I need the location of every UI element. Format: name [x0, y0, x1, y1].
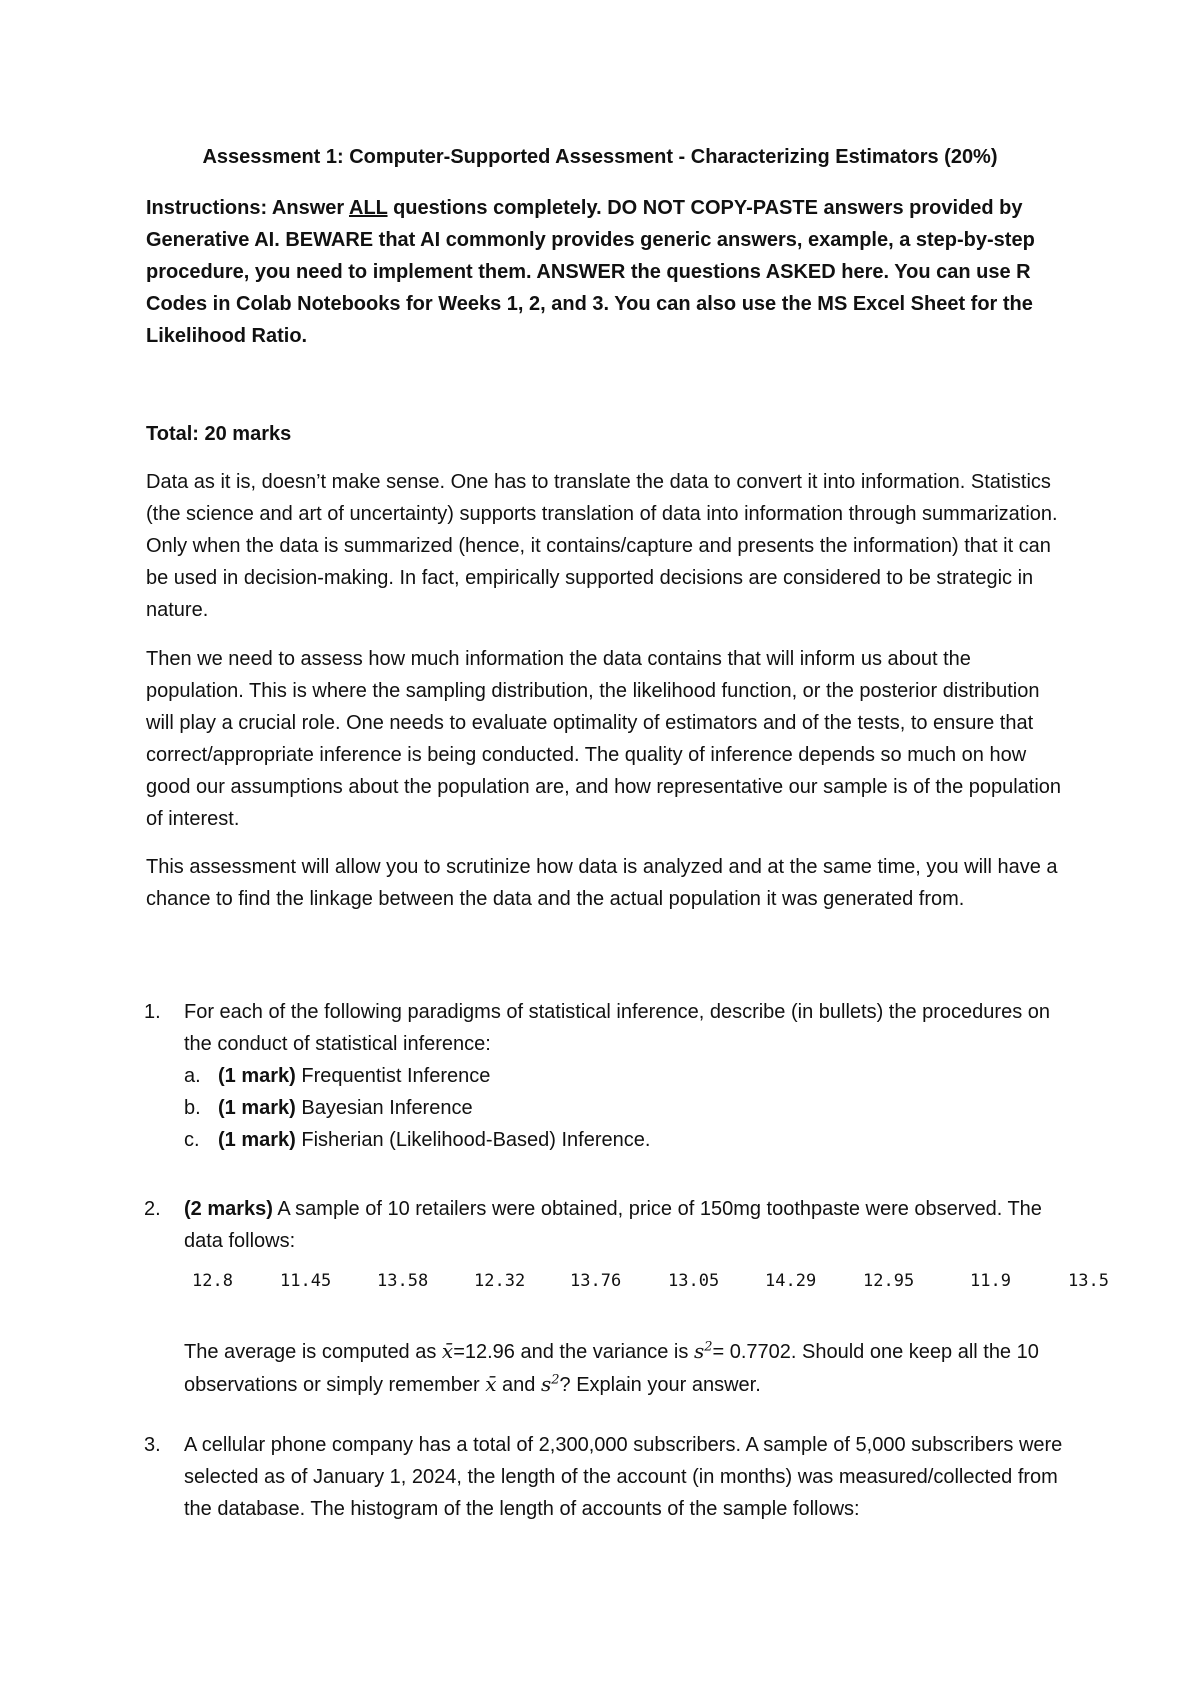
subitem-text: Bayesian Inference — [295, 1097, 473, 1119]
question-1-number: 1. — [144, 1001, 161, 1023]
subitem-letter: a. — [184, 1065, 201, 1087]
data-value: 12.95 — [863, 1271, 915, 1291]
question-2-marks: (2 marks) — [184, 1198, 273, 1220]
subitem-marks: (1 mark) — [218, 1065, 296, 1087]
data-value: 13.05 — [668, 1271, 720, 1291]
instructions-rest: questions completely. DO NOT COPY-PASTE answers provided by Generative AI. BEWARE that AI commonly provides generic answers, example, a step-by-step procedure, you need to implement them. ANSWER the questions ASKED here. You can use R Codes in Colab Notebooks for Weeks 1, 2, and 3. You can also use the MS Excel Sheet for the Likelihood Ratio. — [146, 197, 1035, 347]
question-2-text: (2 marks) A sample of 10 retailers were obtained, price of 150mg toothpaste were observed. The data follows: — [184, 1198, 1042, 1252]
question-2-statistics: The average is computed as x̄=12.96 and the variance is $s^2= 0.7702$. Should one keep all the 10 observations or simply remember x̄ and $s^2$? Explain your answer. — [184, 1339, 1039, 1396]
subitem-marks: (1 mark) — [218, 1129, 296, 1151]
s-squared-symbol: $s^2$ — [540, 1372, 560, 1396]
subitem-letter: b. — [184, 1097, 201, 1119]
question-1 — [146, 996, 1066, 1156]
question-3 — [146, 1429, 1066, 1525]
question-2 — [146, 1193, 1066, 1257]
subitem-a — [184, 1060, 1066, 1092]
subitem-text: Fisherian (Likelihood-Based) Inference. — [295, 1129, 651, 1151]
subitem-text: Frequentist Inference — [295, 1065, 491, 1087]
data-value: 12.32 — [474, 1271, 526, 1291]
subitem-marks: (1 mark) — [218, 1097, 296, 1119]
data-value: 12.8 — [192, 1271, 233, 1291]
subitem-b — [184, 1092, 1066, 1124]
question-1-subitems — [184, 1060, 1066, 1156]
data-value: 11.45 — [280, 1271, 332, 1291]
data-value: 13.76 — [570, 1271, 622, 1291]
data-value: 11.9 — [970, 1271, 1011, 1291]
data-value: 13.5 — [1068, 1271, 1109, 1291]
question-2-number: 2. — [144, 1198, 161, 1220]
data-value: 14.29 — [765, 1271, 817, 1291]
data-value: 13.58 — [377, 1271, 429, 1291]
subitem-letter: c. — [184, 1129, 200, 1151]
instructions-all: ALL — [349, 197, 388, 219]
paragraph-1: Data as it is, doesn’t make sense. One has to translate the data to convert it into information. Statistics (the science and art of uncertainty) supports translation of data into information through summarization. Only when the data is summarized (hence, it contains/capture and presents the information) that it can be used in decision-making. In fact, empirically supported decisions are considered to be strategic in nature. — [146, 471, 1058, 621]
instructions — [146, 192, 1066, 352]
paragraph-2: Then we need to assess how much information the data contains that will inform us about the population. This is where the sampling distribution, the likelihood function, or the posterior distribution will play a crucial role. One needs to evaluate optimality of estimators and of the tests, to ensure that correct/appropriate inference is being conducted. The quality of inference depends so much on how good our assumptions about the population are, and how representative our sample is of the population of interest. — [146, 648, 1062, 830]
page-title: Assessment 1: Computer-Supported Assessment - Characterizing Estimators (20%) — [202, 146, 998, 168]
question-1-text: For each of the following paradigms of statistical inference, describe (in bullets) the procedures on the conduct of statistical inference: — [184, 1001, 1051, 1055]
total-marks: Total: 20 marks — [146, 423, 292, 445]
xbar-symbol: x̄ — [441, 1339, 454, 1363]
question-3-number: 3. — [144, 1434, 161, 1456]
s-squared-symbol: $s^2$ — [693, 1339, 713, 1363]
xbar-symbol: x̄ — [485, 1372, 497, 1396]
instructions-lead: Instructions: Answer — [146, 197, 349, 219]
subitem-c — [184, 1124, 1066, 1156]
paragraph-3: This assessment will allow you to scrutinize how data is analyzed and at the same time, you will have a chance to find the linkage between the data and the actual population it was generated from. — [146, 856, 1058, 910]
question-3-text: A cellular phone company has a total of 2,300,000 subscribers. A sample of 5,000 subscribers were selected as of January 1, 2024, the length of the account (in months) was measured/collected from the database. The histogram of the length of accounts of the sample follows: — [184, 1434, 1063, 1520]
price-data-row — [184, 1271, 1114, 1301]
